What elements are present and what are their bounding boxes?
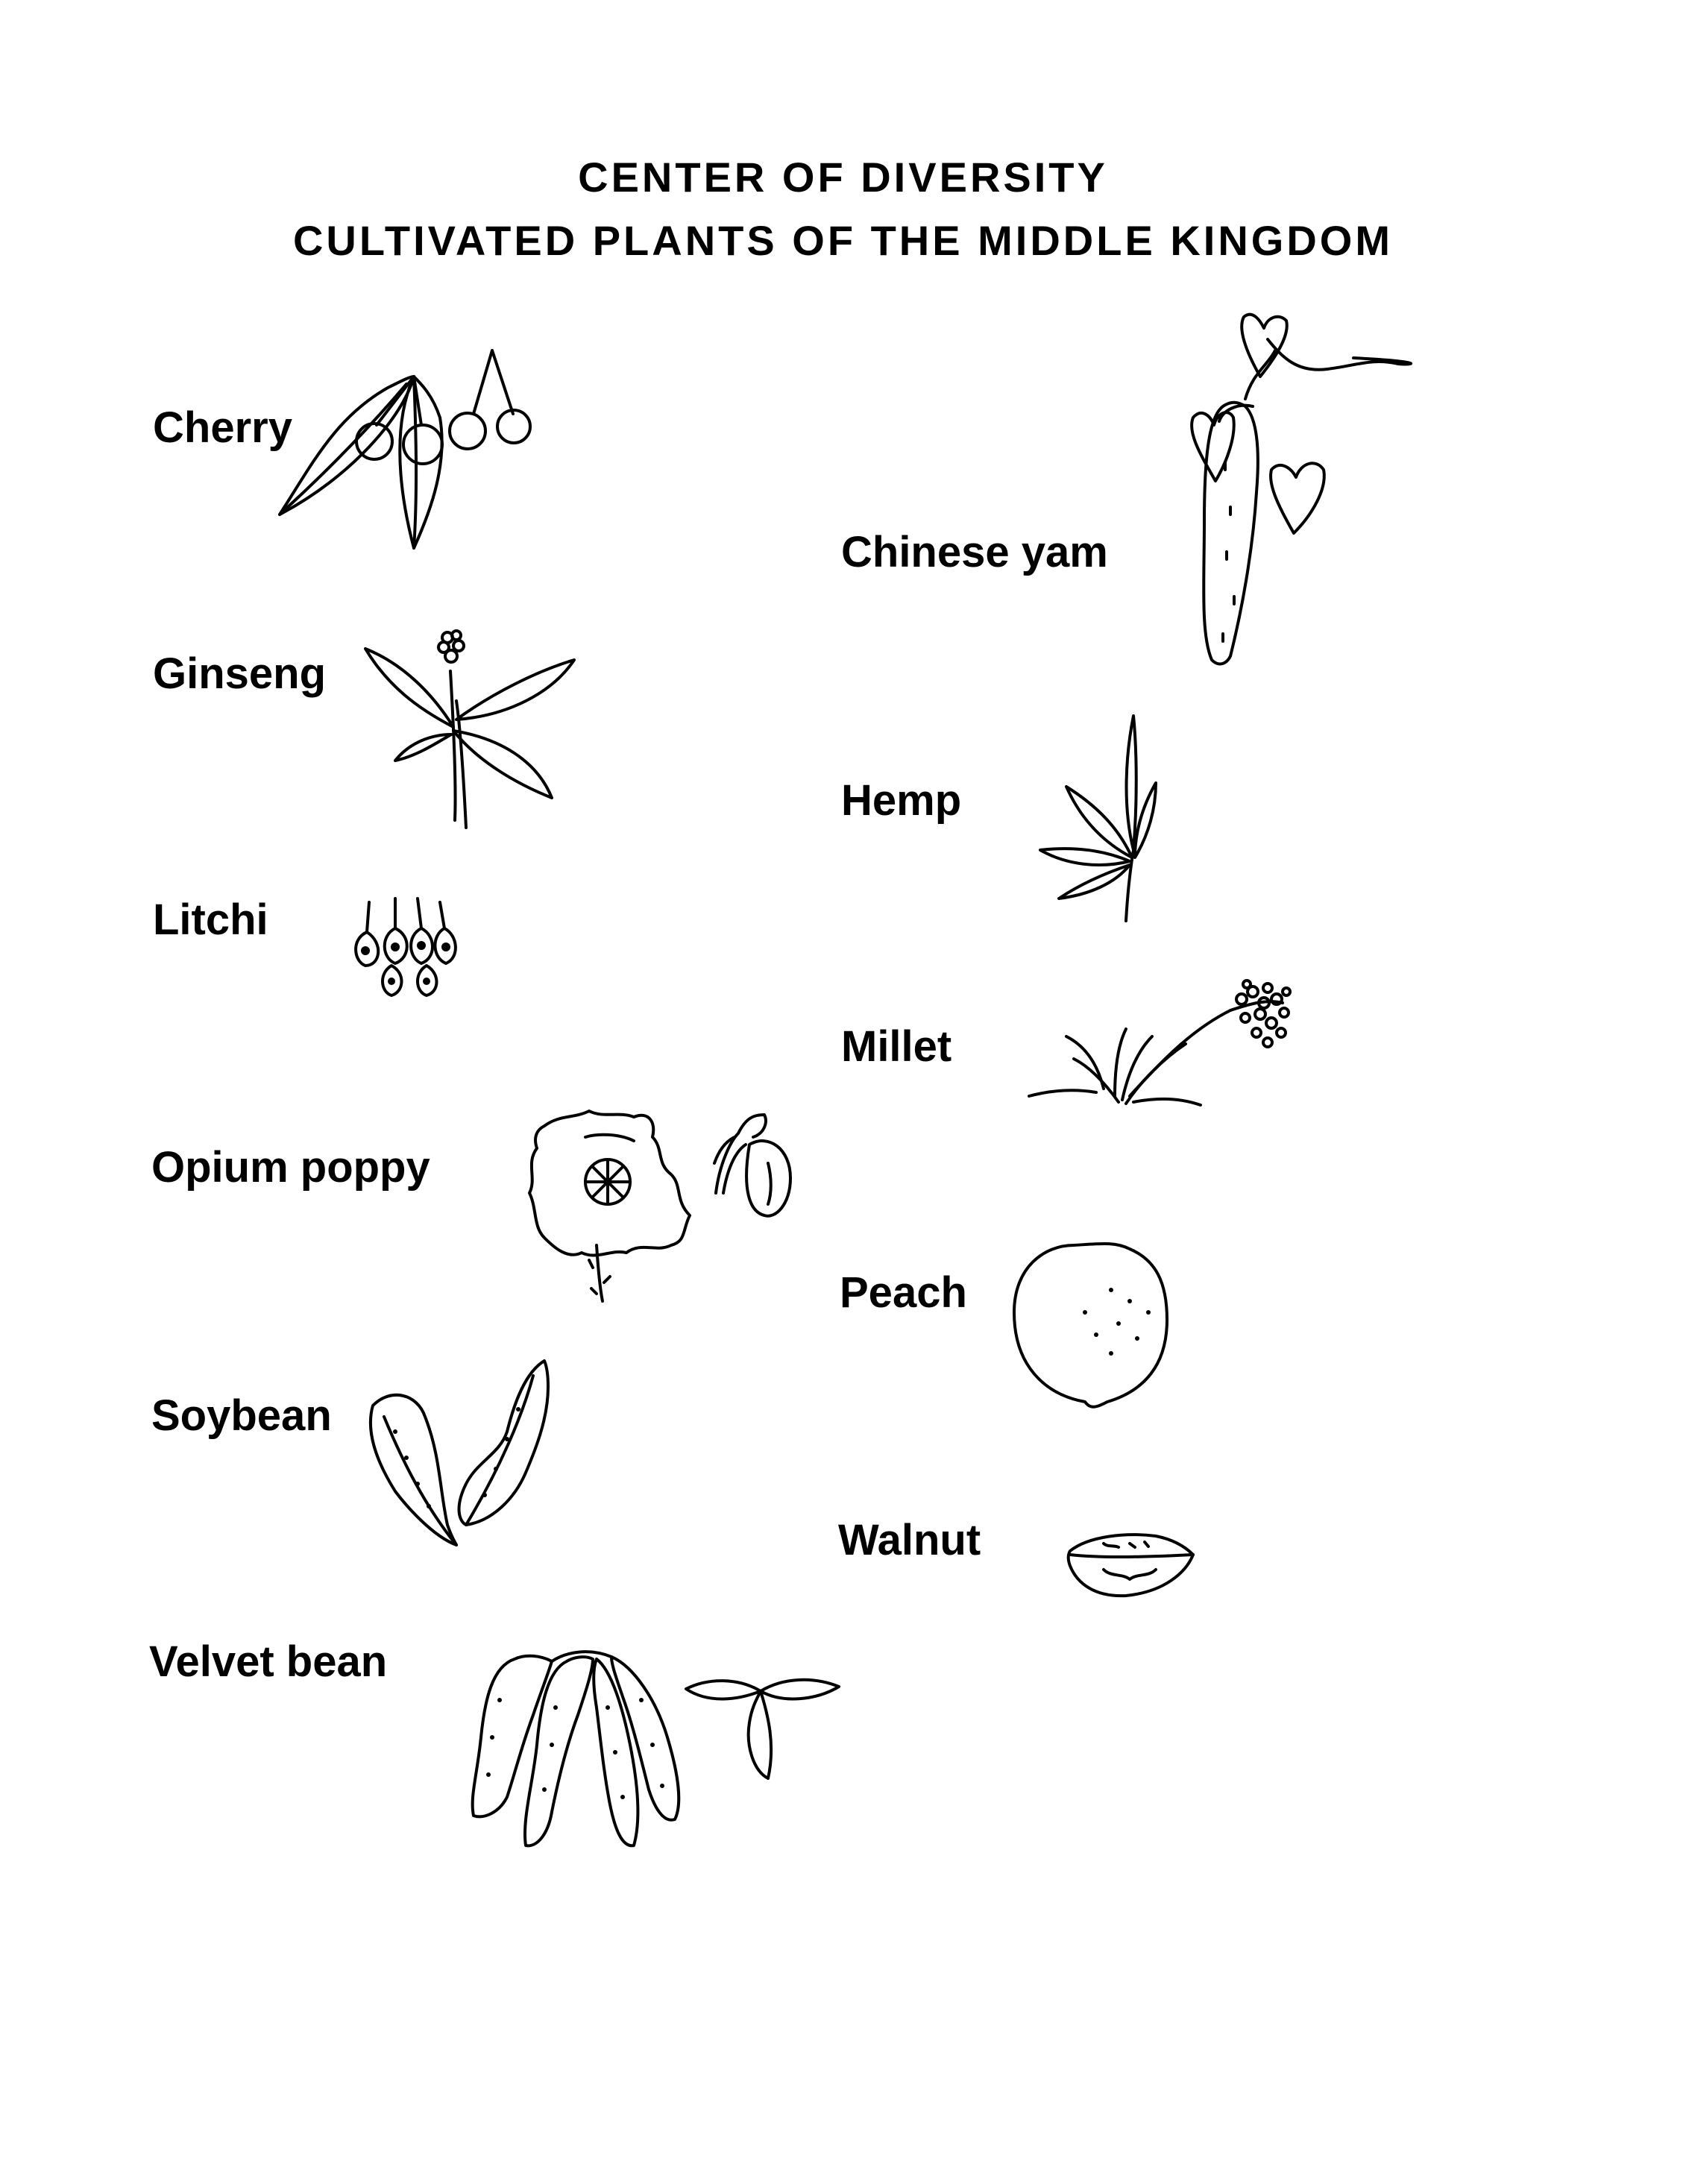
plant-label-chinese-yam: Chinese yam (841, 528, 1108, 576)
page-title: CENTER OF DIVERSITY (578, 154, 1108, 201)
litchi-icon (356, 899, 456, 995)
plant-label-litchi: Litchi (153, 896, 268, 944)
plant-label-hemp: Hemp (841, 776, 962, 825)
page-subtitle: CULTIVATED PLANTS OF THE MIDDLE KINGDOM (292, 217, 1394, 264)
peach-icon (1014, 1244, 1167, 1407)
plant-label-peach: Peach (840, 1268, 967, 1317)
walnut-icon (1069, 1535, 1193, 1596)
plant-label-ginseng: Ginseng (153, 649, 327, 698)
plant-label-soybean: Soybean (151, 1391, 332, 1440)
plant-label-walnut: Walnut (838, 1516, 981, 1564)
soybean-icon (371, 1361, 548, 1545)
chinese-yam-icon (1192, 315, 1411, 664)
hemp-icon (1040, 716, 1156, 921)
millet-icon (1029, 981, 1290, 1105)
plant-label-millet: Millet (841, 1022, 952, 1071)
cherry-icon (280, 350, 530, 548)
plant-label-opium-poppy: Opium poppy (151, 1143, 430, 1192)
plant-label-velvet-bean: Velvet bean (149, 1637, 388, 1686)
plant-label-cherry: Cherry (153, 403, 292, 452)
velvet-bean-icon (473, 1652, 839, 1845)
opium-poppy-icon (529, 1111, 790, 1301)
ginseng-icon (365, 631, 574, 828)
